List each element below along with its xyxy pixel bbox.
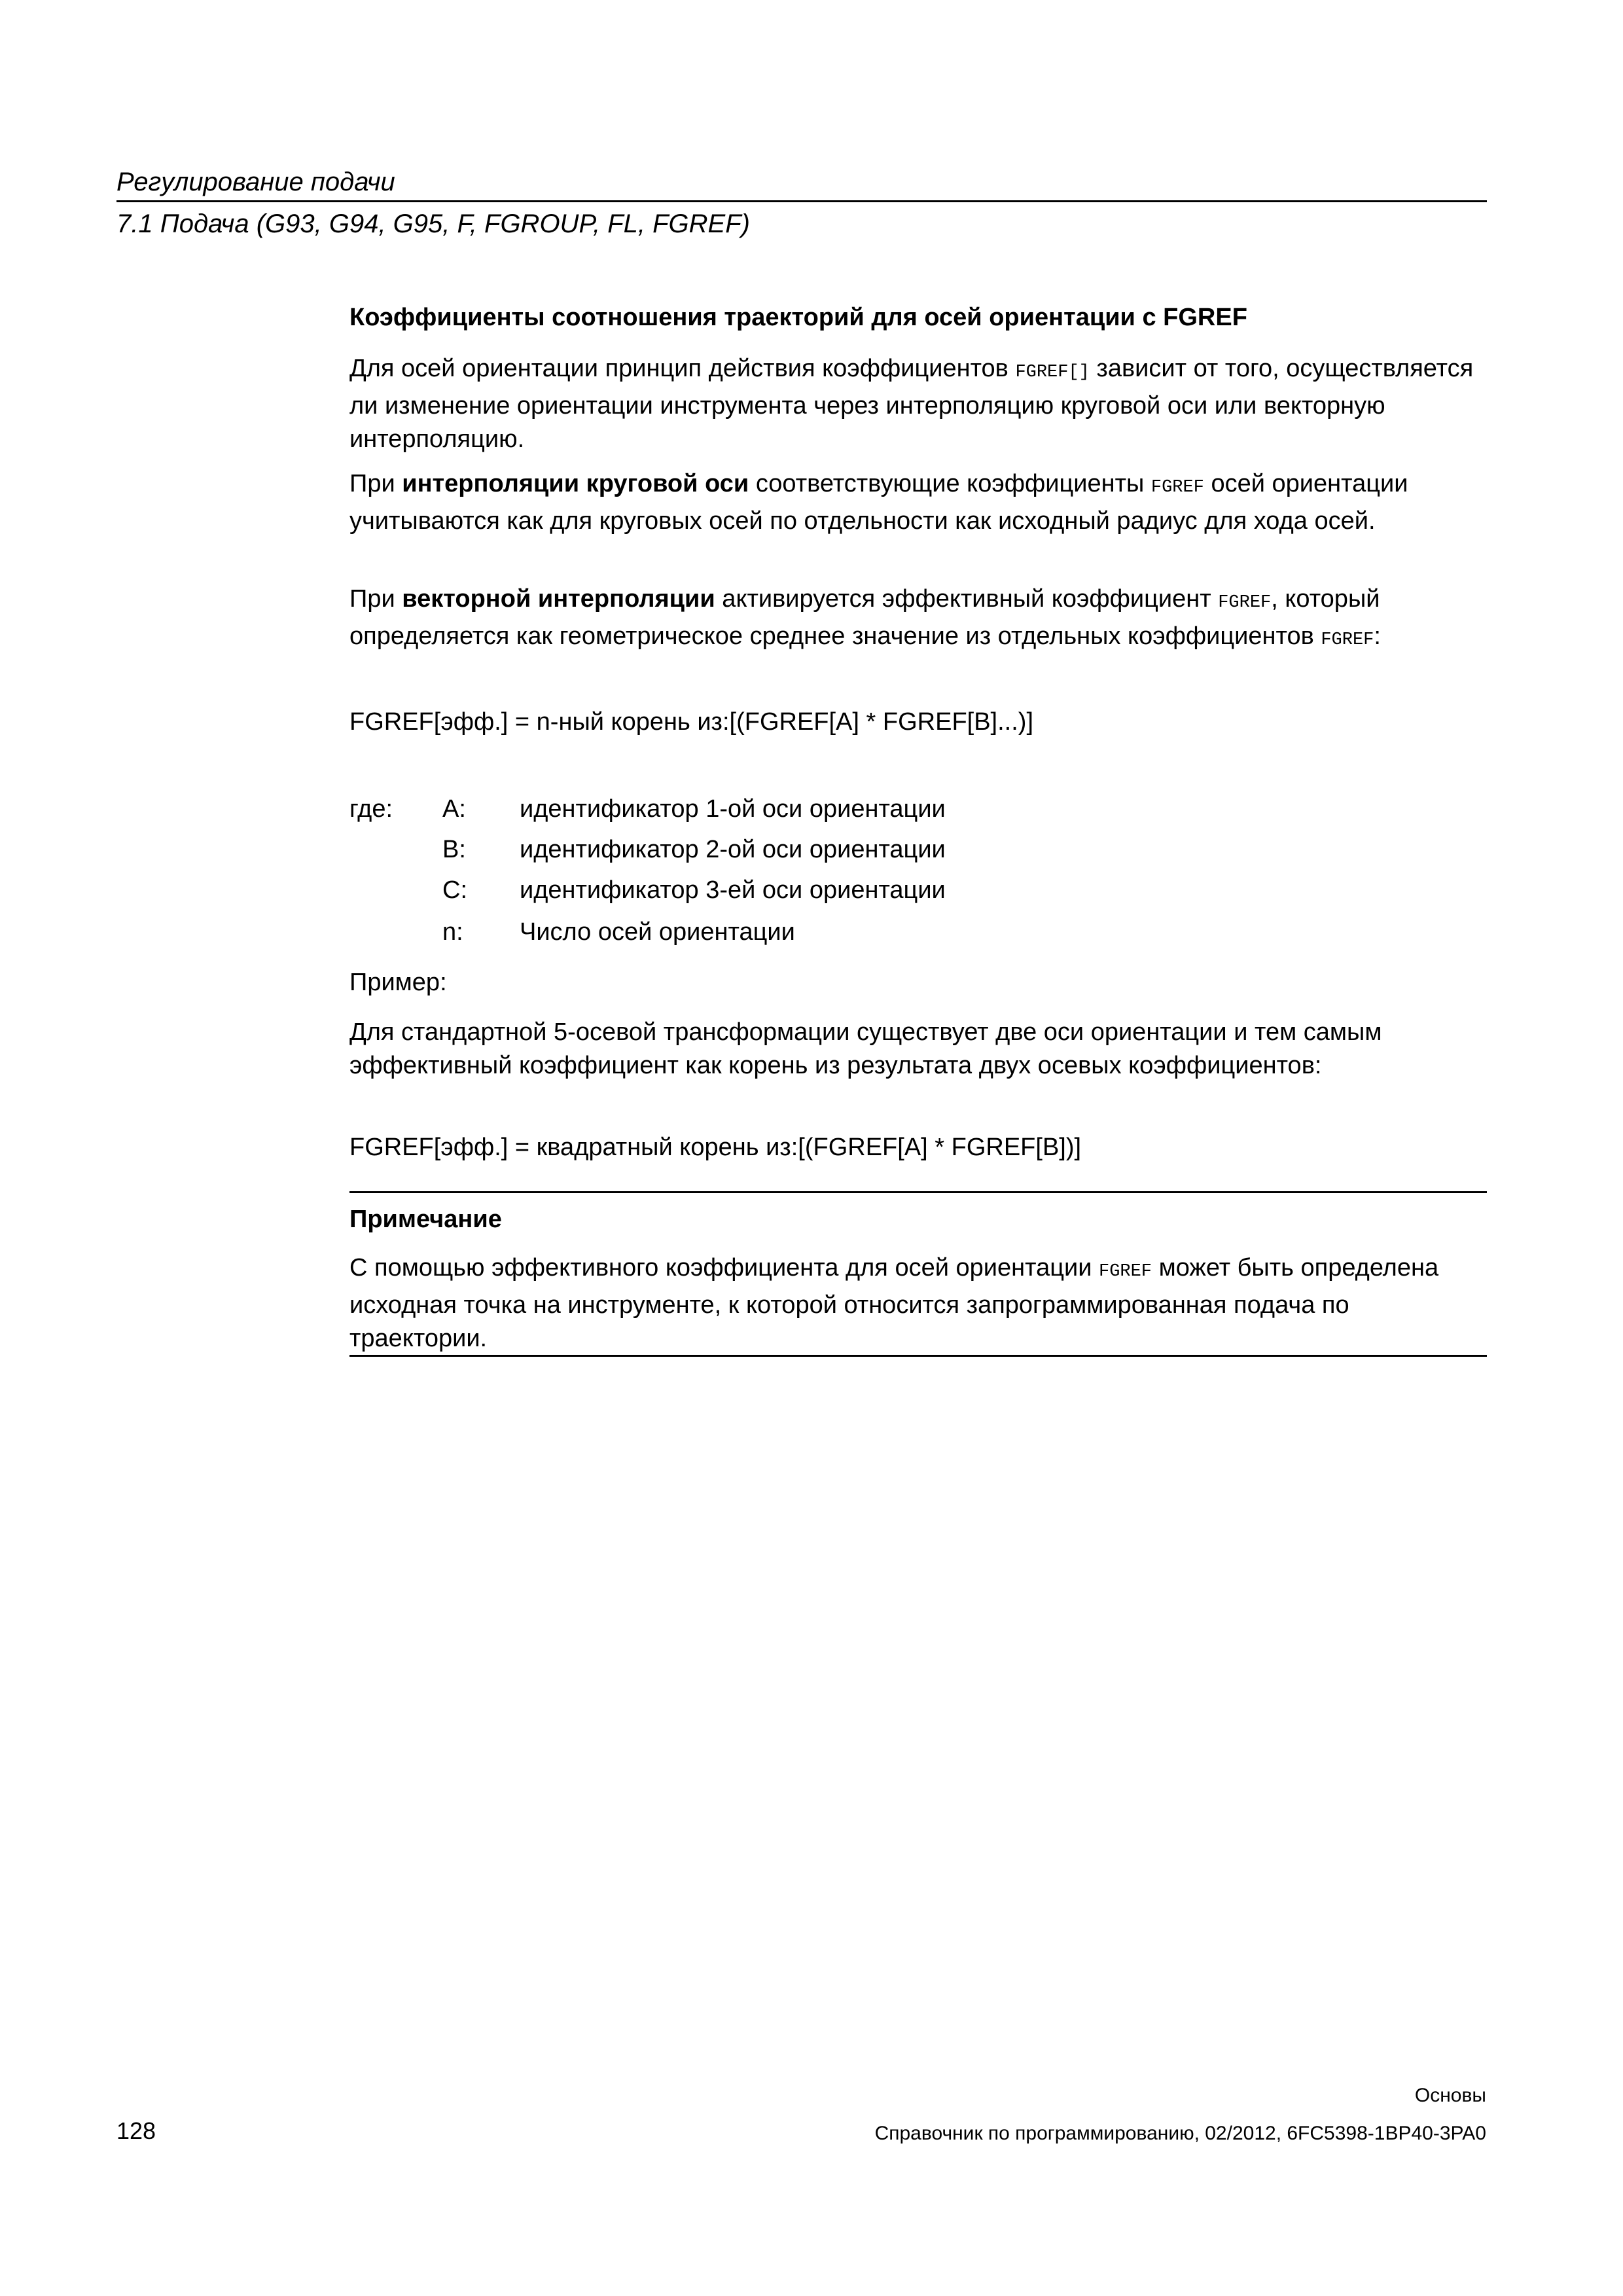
code-fgref: FGREF [1150, 478, 1204, 497]
note-title: Примечание [349, 1206, 502, 1233]
note-text: С помощью эффективного коэффициента для осей ориентации FGREF может быть определена исходная точка на инструменте, к которой относится запрограммированная подача по траектории. [349, 1254, 1439, 1352]
note-bottom-rule [349, 1355, 1487, 1357]
section-title: Коэффициенты соотношения траекторий для осей ориентации с FGREF [349, 304, 1247, 331]
code-fgref-array: FGREF[] [1015, 363, 1090, 382]
definition-desc: идентификатор 3-ей оси ориентации [520, 876, 946, 904]
paragraph-1: Для осей ориентации принцип действия коэффициентов FGREF[] зависит от того, осуществляется ли изменение ориентации инструмента через интерполяцию круговой оси или векторную интерполяцию. [349, 355, 1474, 453]
paragraph-3: При векторной интерполяции активируется эффективный коэффициент FGREF, который определяется как геометрическое среднее значение из отдельных коэффициентов FGREF: [349, 585, 1381, 650]
header-section: 7.1 Подача (G93, G94, G95, F, FGROUP, FL, FGREF) [116, 209, 750, 238]
bold-term-circular: интерполяции круговой оси [402, 470, 749, 497]
bold-term-vector: векторной интерполяции [402, 585, 715, 613]
header-chapter: Регулирование подачи [116, 168, 395, 196]
definition-key: B: [442, 836, 466, 863]
definition-desc: идентификатор 1-ой оси ориентации [520, 795, 946, 823]
footer-reference: Справочник по программированию, 02/2012, 6FC5398-1BP40-3PA0 [874, 2123, 1486, 2144]
example-text: Для стандартной 5-осевой трансформации существует две оси ориентации и тем самым эффективный коэффициент как корень из результата двух осевых коэффициентов: [349, 1018, 1382, 1079]
footer-book: Основы [1414, 2085, 1486, 2106]
note-top-rule [349, 1191, 1487, 1193]
where-label: где: [349, 795, 393, 823]
formula-nth-root: FGREF[эфф.] = n-ный корень из:[(FGREF[A] * FGREF[B]...)] [349, 708, 1033, 736]
definition-key: C: [442, 876, 467, 904]
definition-desc: Число осей ориентации [520, 918, 795, 946]
page-number: 128 [116, 2117, 156, 2144]
code-fgref: FGREF [1218, 593, 1272, 613]
paragraph-2: При интерполяции круговой оси соответствующие коэффициенты FGREF осей ориентации учитываются как для круговых осей по отдельности как исходный радиус для хода осей. [349, 470, 1408, 535]
code-fgref: FGREF [1099, 1262, 1152, 1282]
definition-desc: идентификатор 2-ой оси ориентации [520, 836, 946, 863]
example-label: Пример: [349, 969, 447, 996]
formula-square-root: FGREF[эфф.] = квадратный корень из:[(FGREF[A] * FGREF[B])] [349, 1134, 1082, 1161]
header-rule [116, 200, 1487, 202]
code-fgref: FGREF [1321, 630, 1374, 650]
definition-key: A: [442, 795, 466, 823]
definition-key: n: [442, 918, 463, 946]
